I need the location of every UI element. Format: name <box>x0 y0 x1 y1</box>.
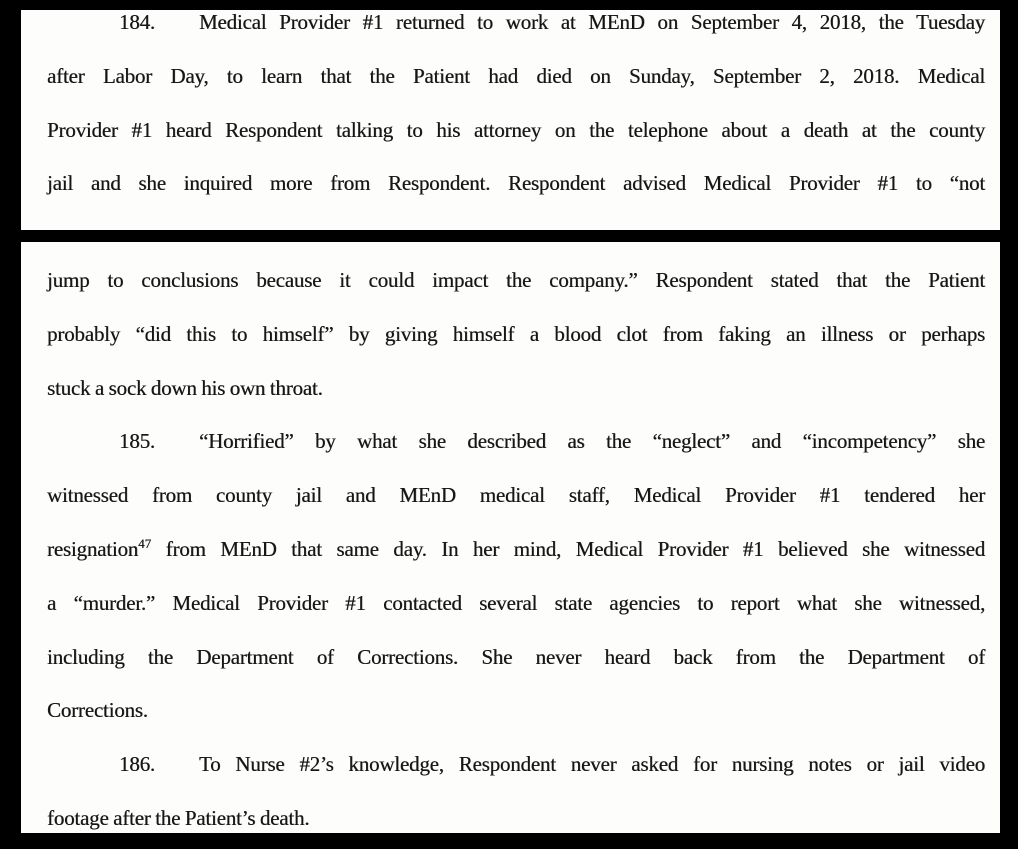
text-line: from MEnD that same day. In her mind, Medical Provider #1 believed she witnessed <box>151 536 985 561</box>
text-line-with-footnote <box>47 523 985 577</box>
text-line: resignation <box>47 536 139 561</box>
text-line: Corrections. <box>47 698 148 723</box>
text-line: probably “did this to himself” by giving himself a blood clot from faking an illness or perhaps <box>47 321 985 346</box>
text-line: after Labor Day, to learn that the Patient had died on Sunday, September 2, 2018. Medical <box>47 63 985 88</box>
tab-space <box>155 770 199 771</box>
text-line: a “murder.” Medical Provider #1 contacted several state agencies to report what she witnessed, <box>47 590 985 615</box>
text-block-top <box>21 10 1000 211</box>
paragraph-number: 186. <box>119 752 155 777</box>
text-line: jail and she inquired more from Respondent. Respondent advised Medical Provider #1 to “not <box>47 171 985 196</box>
text-line: Provider #1 heard Respondent talking to his attorney on the telephone about a death at the county <box>47 117 985 142</box>
paragraph-number: 184. <box>119 10 155 34</box>
tab-space <box>155 447 199 448</box>
paragraph-number: 185. <box>119 429 155 454</box>
text-line: jump to conclusions because it could impact the company.” Respondent stated that the Patient <box>47 268 985 292</box>
footnote-reference-47: 47 <box>138 535 152 551</box>
text-line: including the Department of Corrections. She never heard back from the Department of <box>47 644 985 669</box>
text-line: stuck a sock down his own throat. <box>47 375 323 400</box>
paragraph-185-first-line <box>47 415 985 469</box>
text-line: To Nurse #2’s knowledge, Respondent never asked for nursing notes or jail video <box>198 752 985 777</box>
document-fragment-bottom <box>21 242 1000 833</box>
paragraph-186-first-line <box>47 738 985 792</box>
text-line: “Horrified” by what she described as the “neglect” and “incompetency” she <box>198 429 985 454</box>
document-fragment-top <box>21 10 1000 230</box>
text-line: footage after the Patient’s death. <box>47 805 310 830</box>
paragraph-184-first-line <box>47 10 985 50</box>
tab-space <box>155 28 199 29</box>
text-line: Medical Provider #1 returned to work at MEnD on September 4, 2018, the Tuesday <box>198 10 985 34</box>
text-block-bottom <box>21 242 1000 833</box>
text-line: witnessed from county jail and MEnD medical staff, Medical Provider #1 tendered her <box>47 483 985 508</box>
